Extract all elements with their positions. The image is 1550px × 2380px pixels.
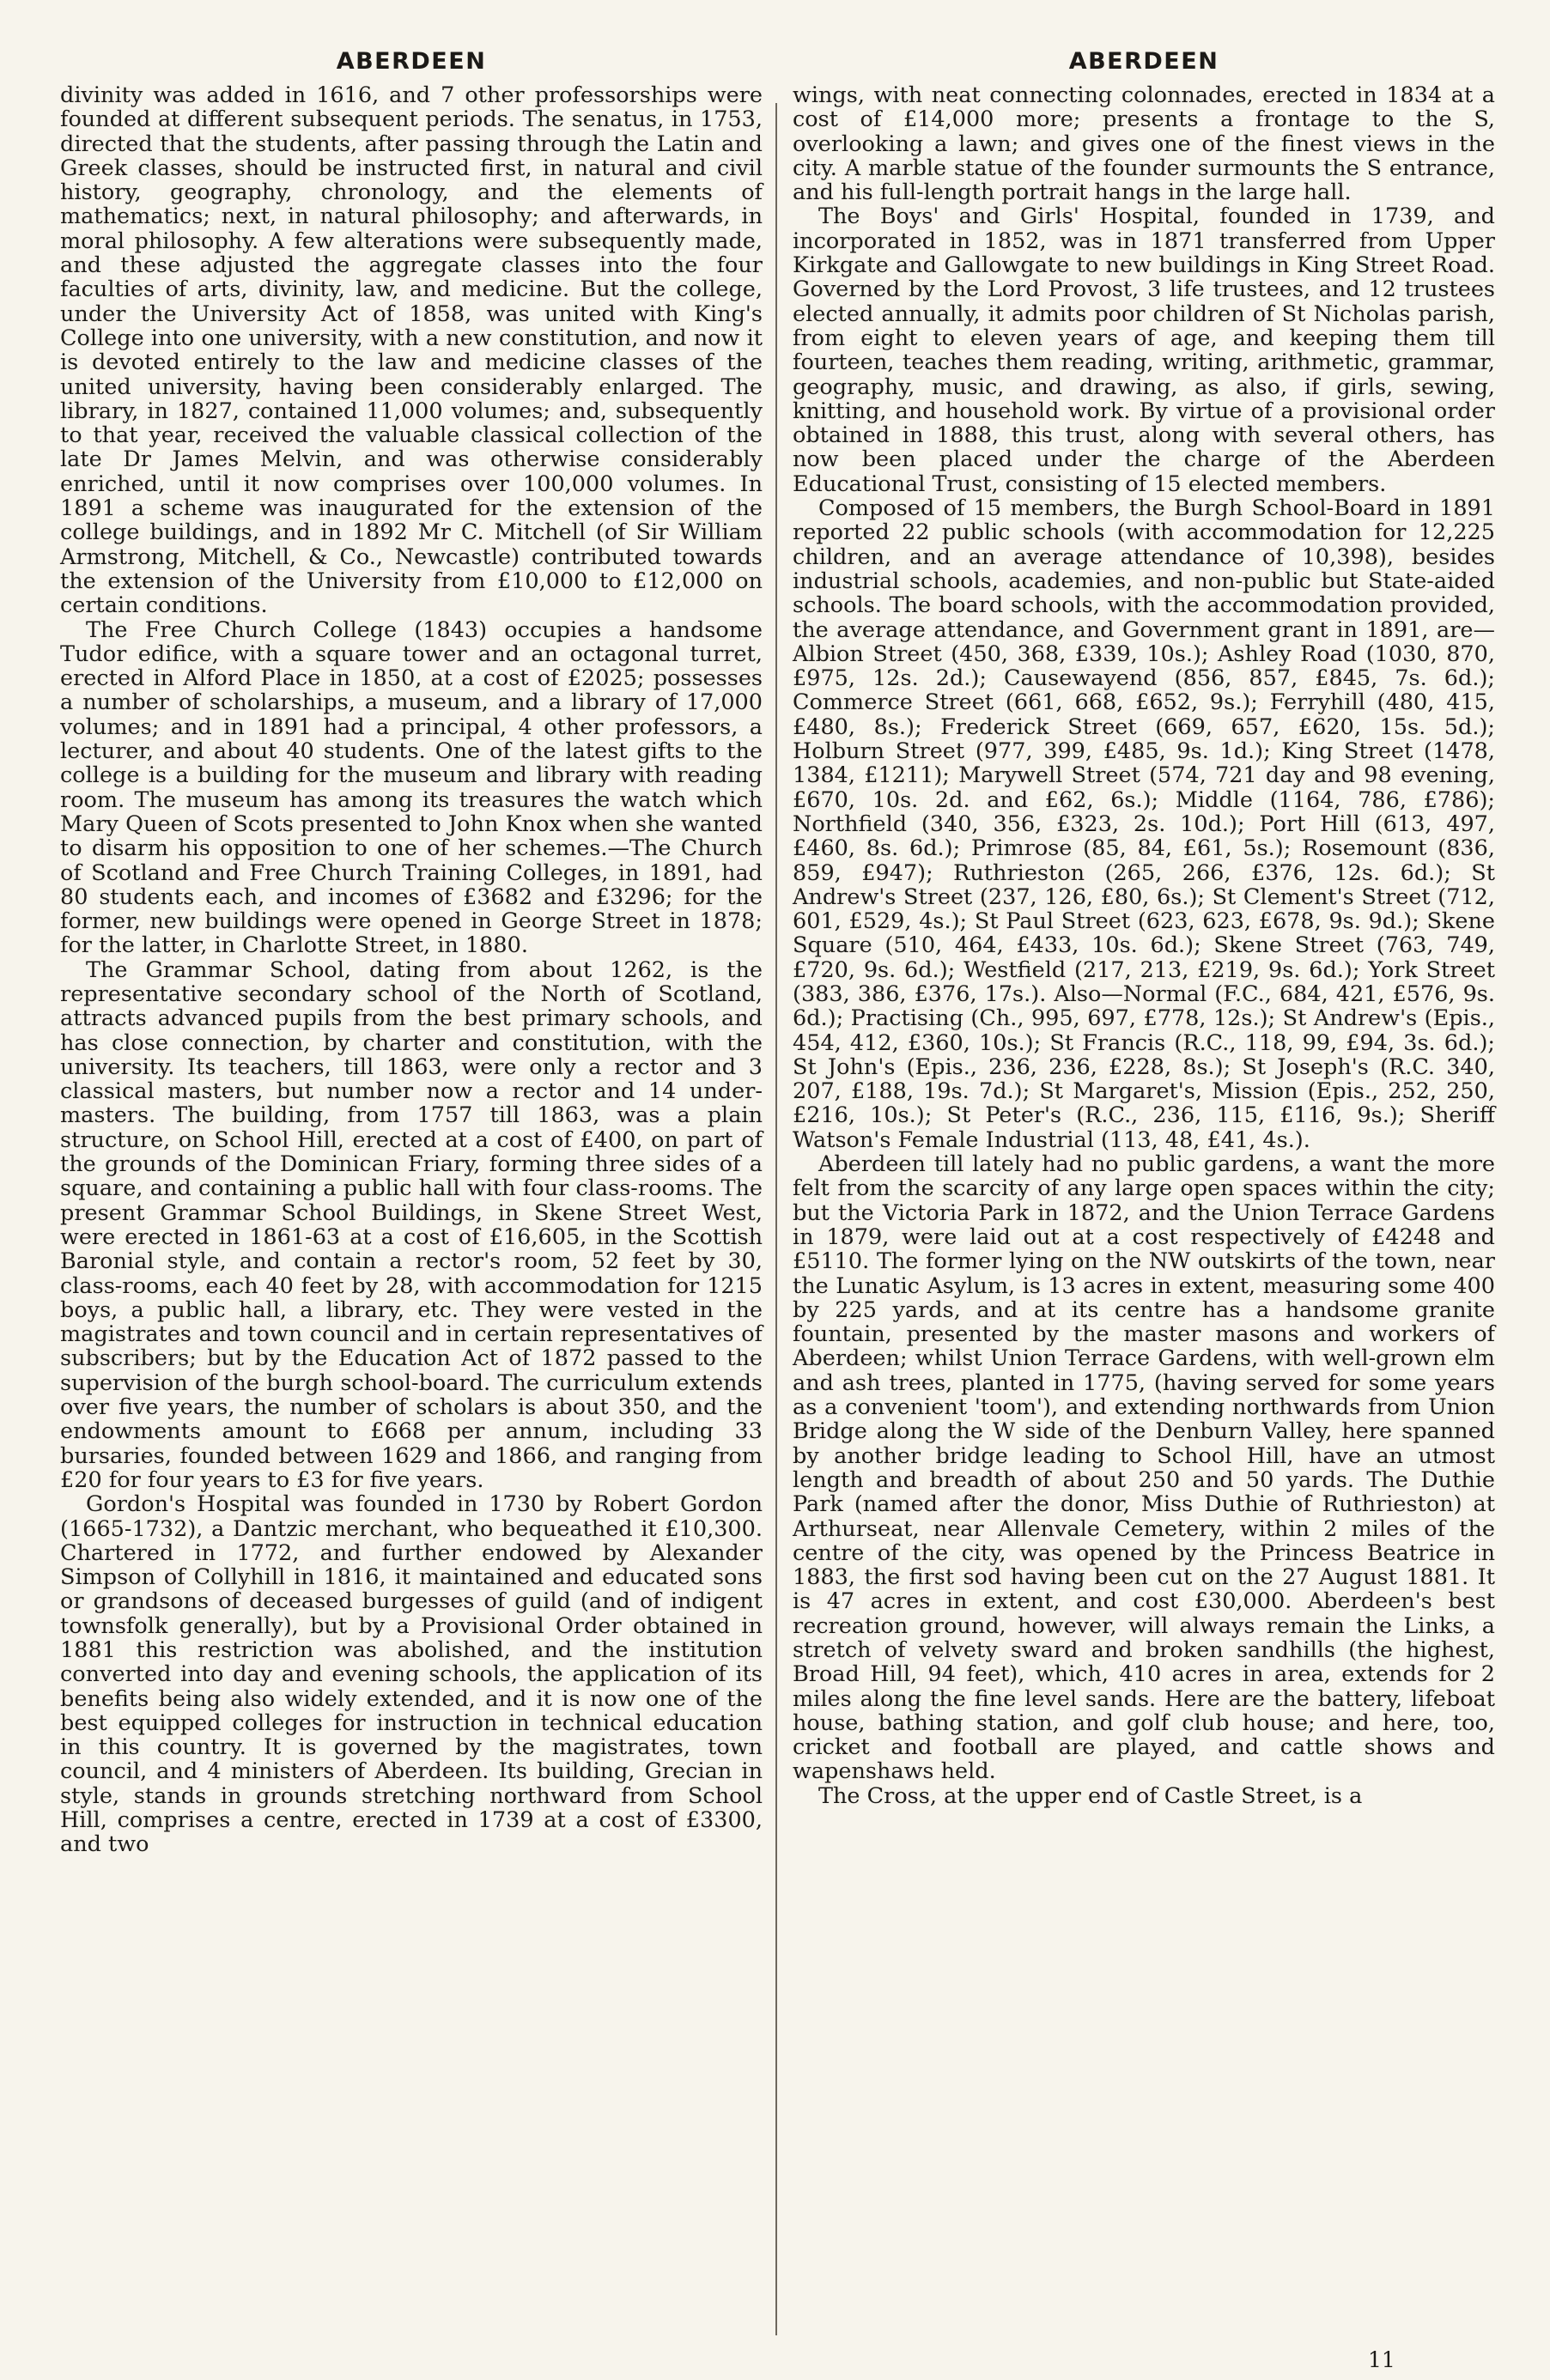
paragraph: The Boys' and Girls' Hospital, founded in 1739, and incorporated in 1852, was in 1871 transferred from Upper Kirkgate and Gallowgate to new buildings in King Street Road. Governed by the Lord Provost, 3 life trustees, and 12 trustees elected annually, it admits poor children of St Nicholas parish, from eight to eleven years of age, and keeping them till fourteen, teaches them reading, writing, arithmetic, grammar, geography, music, and drawing, as also, if girls, sewing, knitting, and household work. By virtue of a provisional order obtained in 1888, this trust, along with several others, has now been placed under the charge of the Aberdeen Educational Trust, consisting of 15 elected members. bbox=[793, 203, 1495, 497]
right-column bbox=[793, 48, 1495, 1808]
running-head-right: ABERDEEN bbox=[1068, 48, 1219, 75]
paragraph: The Cross, at the upper end of Castle Street, is a bbox=[818, 1782, 1363, 1809]
paragraph: Aberdeen till lately had no public gardens, a want the more felt from the scarcity of any large open spaces within the city; but the Victoria Park in 1872, and the Union Terrace Gardens in 1879, were laid out at a cost respectively of £4248 and £5110. The former lying on the NW outskirts of the town, near the Lunatic Asylum, is 13 acres in extent, measuring some 400 by 225 yards, and at its centre has a handsome granite fountain, presented by the master masons and workers of Aberdeen; whilst Union Terrace Gardens, with well-grown elm and ash trees, planted in 1775, (having served for some years as a convenient 'toom'), and extending northwards from Union Bridge along the W side of the Denburn Valley, here spanned by another bridge leading to School Hill, have an utmost length and breadth of about 250 and 50 yards. The Duthie Park (named after the donor, Miss Duthie of Ruthrieston) at Arthurseat, near Allenvale Cemetery, within 2 miles of the centre of the city, was opened by the Princess Beatrice in 1883, the first sod having been cut on the 27 August 1881. It is 47 acres in extent, and cost £30,000. Aberdeen's best recreation ground, however, will always remain the Links, a stretch of velvety sward and broken sandhills (the highest, Broad Hill, 94 feet), which, 410 acres in area, extends for 2 miles along the fine level sands. Here are the battery, lifeboat house, bathing station, and golf club house; and here, too, cricket and football are played, and cattle shows and wapenshaws held. bbox=[793, 1151, 1495, 1785]
paragraph: The Grammar School, dating from about 1262, is the representative secondary school of the North of Scotland, attracts advanced pupils from the best primary schools, and has close connection, by charter and constitution, with the university. Its teachers, till 1863, were only a rector and 3 classical masters, but number now a rector and 14 under-masters. The building, from 1757 till 1863, was a plain structure, on School Hill, erected at a cost of £400, on part of the grounds of the Dominican Friary, forming three sides of a square, and containing a public hall with four class-rooms. The present Grammar School Buildings, in Skene Street West, were erected in 1861-63 at a cost of £16,605, in the Scottish Baronial style, and contain a rector's room, 52 feet by 30, class-rooms, each 40 feet by 28, with accommodation for 1215 boys, a public hall, a library, etc. They were vested in the magistrates and town council and in certain representatives of subscribers; but by the Education Act of 1872 passed to the supervision of the burgh school-board. The curriculum extends over five years, the number of scholars is about 350, and the endowments amount to £668 per annum, including 33 bursaries, founded between 1629 and 1866, and ranging from £20 for four years to £3 for five years. bbox=[60, 956, 763, 1493]
paragraph: wings, with neat connecting colonnades, erected in 1834 at a cost of £14,000 more; presents a frontage to the S, overlooking a lawn; and gives one of the finest views in the city. A marble statue of the founder surmounts the S entrance, and his full-length portrait hangs in the large hall. bbox=[793, 82, 1495, 206]
running-head-left: ABERDEEN bbox=[336, 48, 487, 75]
paragraph: divinity was added in 1616, and 7 other professorships were founded at different subsequent periods. The senatus, in 1753, directed that the students, after passing through the Latin and Greek classes, should be instructed first, in natural and civil history, geography, chronology, and the elements of mathematics; next, in natural philosophy; and afterwards, in moral philosophy. A few alterations were subsequently made, and these adjusted the aggregate classes into the four faculties of arts, divinity, law, and medicine. But the college, under the University Act of 1858, was united with King's College into one university, with a new constitution, and now it is devoted entirely to the law and medicine classes of the united university, having been considerably enlarged. The library, in 1827, contained 11,000 volumes; and, subsequently to that year, received the valuable classical collection of the late Dr James Melvin, and was otherwise considerably enriched, until it now comprises over 100,000 volumes. In 1891 a scheme was inaugurated for the extension of the college buildings, and in 1892 Mr C. Mitchell (of Sir William Armstrong, Mitchell, & Co., Newcastle) contributed towards the extension of the University from £10,000 to £12,000 on certain conditions. bbox=[60, 82, 763, 619]
column-rule bbox=[775, 103, 777, 2335]
left-column bbox=[60, 48, 763, 1857]
paragraph: The Free Church College (1843) occupies a handsome Tudor edifice, with a square tower and an octagonal turret, erected in Alford Place in 1850, at a cost of £2025; possesses a number of scholarships, a museum, and a library of 17,000 volumes; and in 1891 had a principal, 4 other professors, a lecturer, and about 40 students. One of the latest gifts to the college is a building for the museum and library with reading room. The museum has among its treasures the watch which Mary Queen of Scots presented to John Knox when she wanted to disarm his opposition to one of her schemes.—The Church of Scotland and Free Church Training Colleges, in 1891, had 80 students each, and incomes of £3682 and £3296; for the former, new buildings were opened in George Street in 1878; for the latter, in Charlotte Street, in 1880. bbox=[60, 616, 763, 959]
page-number: 11 bbox=[1368, 2347, 1395, 2372]
paragraph: Composed of 15 members, the Burgh School-Board in 1891 reported 22 public schools (with accommodation for 12,225 children, and an average attendance of 10,398), besides industrial schools, academies, and non-public but State-aided schools. The board schools, with the accommodation provided, the average attendance, and Government grant in 1891, are—Albion Street (450, 368, £339, 10s.); Ashley Road (1030, 870, £975, 12s. 2d.); Causewayend (856, 857, £845, 7s. 6d.); Commerce Street (661, 668, £652, 9s.); Ferryhill (480, 415, £480, 8s.); Frederick Street (669, 657, £620, 15s. 5d.); Holburn Street (977, 399, £485, 9s. 1d.); King Street (1478, 1384, £1211); Marywell Street (574, 721 day and 98 evening, £670, 10s. 2d. and £62, 6s.); Middle (1164, 786, £786); Northfield (340, 356, £323, 2s. 10d.); Port Hill (613, 497, £460, 8s. 6d.); Primrose (85, 84, £61, 5s.); Rosemount (836, 859, £947); Ruthrieston (265, 266, £376, 12s. 6d.); St Andrew's Street (237, 126, £80, 6s.); St Clement's Street (712, 601, £529, 4s.); St Paul Street (623, 623, £678, 9s. 9d.); Skene Square (510, 464, £433, 10s. 6d.); Skene Street (763, 749, £720, 9s. 6d.); Westfield (217, 213, £219, 9s. 6d.); York Street (383, 386, £376, 17s.). Also—Normal (F.C., 684, 421, £576, 9s. 6d.); Practising (Ch., 995, 697, £778, 12s.); St Andrew's (Epis., 454, 412, £360, 10s.); St Francis (R.C., 118, 99, £94, 3s. 6d.); St John's (Epis., 236, 236, £228, 8s.); St Joseph's (R.C. 340, 207, £188, 19s. 7d.); St Margaret's, Mission (Epis., 252, 250, £216, 10s.); St Peter's (R.C., 236, 115, £116, 9s.); Sheriff Watson's Female Industrial (113, 48, £41, 4s.). bbox=[793, 495, 1495, 1153]
paragraph: Gordon's Hospital was founded in 1730 by Robert Gordon (1665-1732), a Dantzic merchant, who bequeathed it £10,300. Chartered in 1772, and further endowed by Alexander Simpson of Collyhill in 1816, it maintained and educated sons or grandsons of deceased burgesses of guild (and of indigent townsfolk generally), but by a Provisional Order obtained in 1881 this restriction was abolished, and the institution converted into day and evening schools, the application of its benefits being also widely extended, and it is now one of the best equipped colleges for instruction in technical education in this country. It is governed by the magistrates, town council, and 4 ministers of Aberdeen. Its building, Grecian in style, stands in grounds stretching northward from School Hill, comprises a centre, erected in 1739 at a cost of £3300, and two bbox=[60, 1491, 763, 1858]
